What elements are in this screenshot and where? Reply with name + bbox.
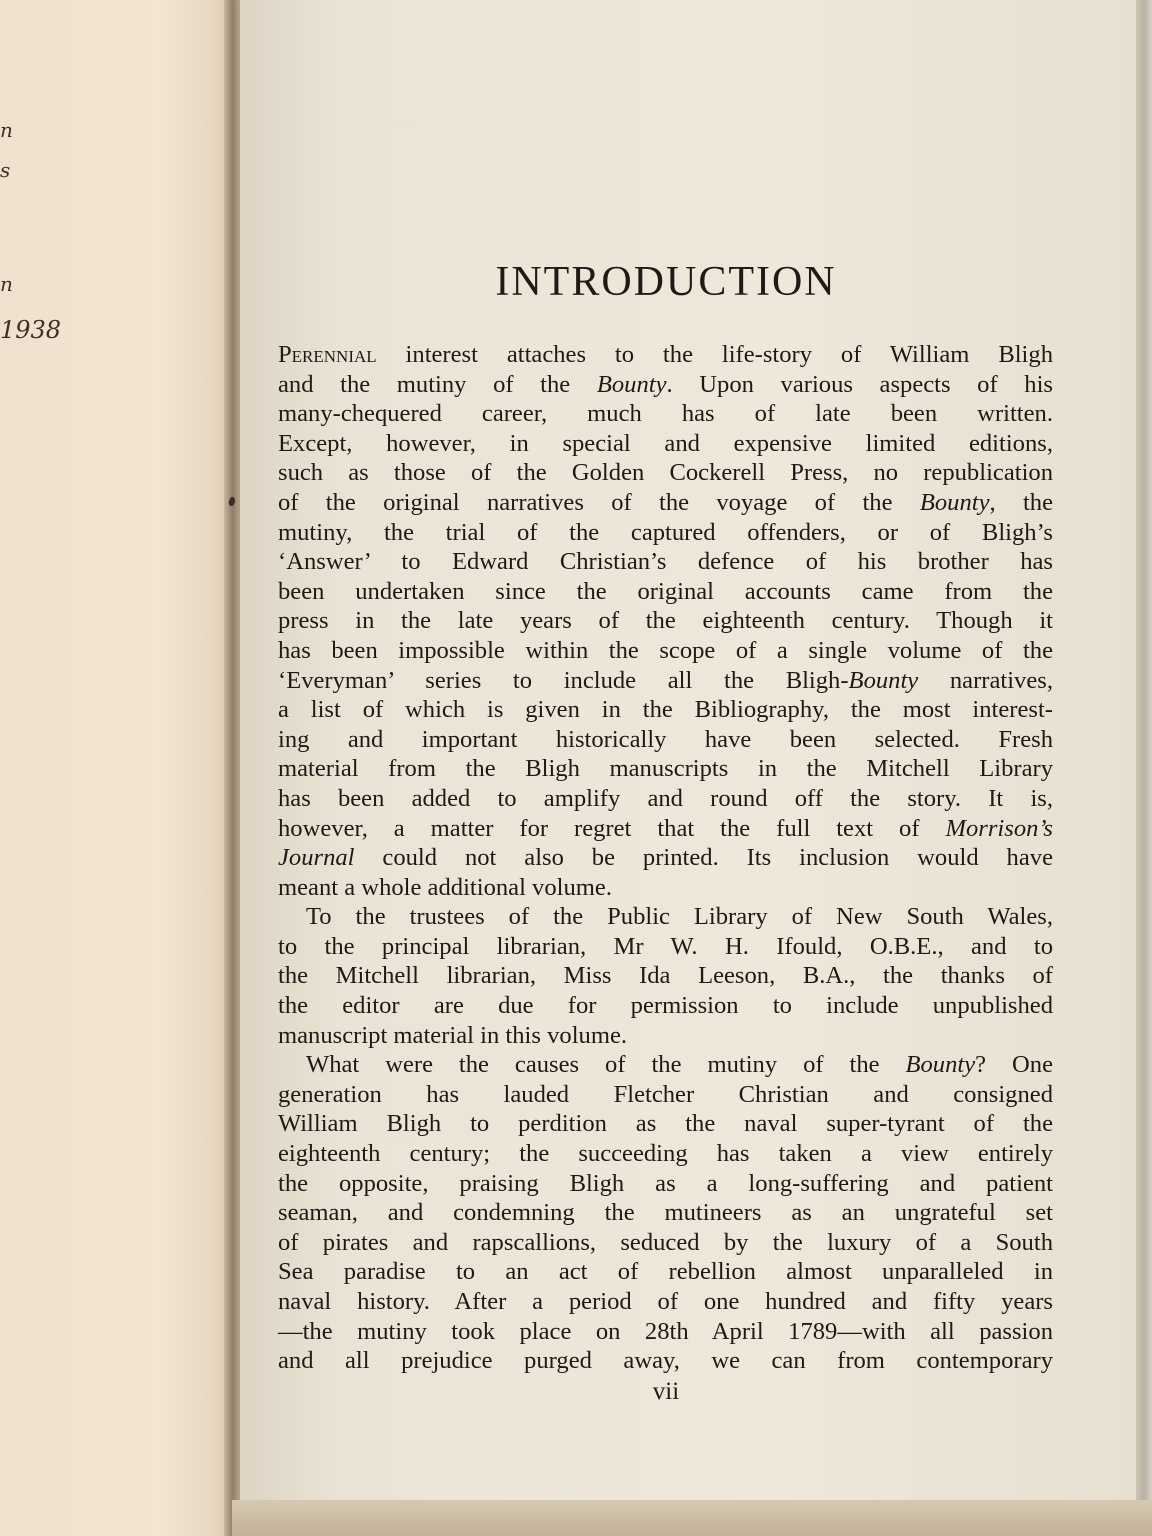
text-line: generation has lauded Fletcher Christian and consigned: [278, 1080, 1053, 1108]
text-line: To the trustees of the Public Library of New South Wales,: [306, 903, 1053, 931]
text-line: however, a matter for regret that the full text of Morrison’s: [278, 814, 1053, 842]
text-line: mutiny, the trial of the captured offenders, or of Bligh’s: [278, 518, 1053, 546]
text-line: a list of which is given in the Bibliography, the most interest-: [278, 696, 1053, 724]
text-line: seaman, and condemning the mutineers as an ungrateful set: [278, 1199, 1053, 1227]
text-line: the opposite, praising Bligh as a long-suffering and patient: [278, 1169, 1053, 1197]
text-line: press in the late years of the eighteenth century. Though it: [278, 607, 1053, 635]
text-line: and all prejudice purged away, we can from contemporary: [278, 1347, 1053, 1375]
left-page-fragment: 1938: [0, 316, 62, 344]
text-line: What were the causes of the mutiny of the Bounty? One: [306, 1051, 1053, 1079]
text-line: Except, however, in special and expensive limited editions,: [278, 429, 1053, 457]
text-line: of pirates and rapscallions, seduced by the luxury of a South: [278, 1228, 1053, 1256]
text-line: —the mutiny took place on 28th April 1789—with all passion: [278, 1317, 1053, 1345]
text-line: naval history. After a period of one hundred and fifty years: [278, 1288, 1053, 1315]
text-line: many-chequered career, much has of late been written.: [278, 400, 1053, 428]
text-line: eighteenth century; the succeeding has taken a view entirely: [278, 1140, 1053, 1168]
text-line: manuscript material in this volume.: [278, 1021, 628, 1049]
text-line: material from the Bligh manuscripts in the Mitchell Library: [278, 755, 1053, 783]
text-line: has been impossible within the scope of a single volume of the: [278, 636, 1053, 664]
text-line: and the mutiny of the Bounty. Upon various aspects of his: [278, 370, 1053, 398]
text-line: Perennial interest attaches to the life-story of William Bligh: [278, 341, 1053, 368]
page-bottom-edge: [232, 1500, 1152, 1536]
text-line: the editor are due for permission to include unpublished: [278, 992, 1053, 1020]
text-line: has been added to amplify and round off the story. It is,: [278, 784, 1053, 812]
text-line: meant a whole additional volume.: [278, 873, 612, 901]
left-page: [0, 0, 232, 1536]
text-line: Sea paradise to an act of rebellion almost unparalleled in: [278, 1258, 1053, 1286]
text-line: Journal could not also be printed. Its inclusion would have: [278, 844, 1053, 872]
left-page-fragment: n: [0, 118, 13, 142]
paragraph-2: [278, 902, 1053, 1050]
lead-word: Perennial: [278, 341, 377, 368]
paragraph-3: [278, 1050, 1053, 1376]
text-line: such as those of the Golden Cockerell Press, no republication: [278, 459, 1053, 487]
text-line: been undertaken since the original accounts came from the: [278, 577, 1053, 605]
text-line: ‘Answer’ to Edward Christian’s defence of his brother has: [278, 548, 1053, 576]
page-number: vii: [652, 1378, 680, 1405]
text-line: William Bligh to perdition as the naval super-tyrant of the: [278, 1110, 1053, 1138]
left-page-fragment: n: [0, 272, 13, 296]
left-page-fragment: s: [0, 158, 11, 182]
text-line: the Mitchell librarian, Miss Ida Leeson, B.A., the thanks of: [278, 962, 1053, 990]
text-line: to the principal librarian, Mr W. H. Ifould, O.B.E., and to: [278, 932, 1053, 960]
text-line: of the original narratives of the voyage of the Bounty, the: [278, 488, 1054, 516]
text-line: ing and important historically have been selected. Fresh: [278, 725, 1053, 753]
chapter-title: INTRODUCTION: [495, 259, 837, 305]
text-line: ‘Everyman’ series to include all the Bligh-Bounty narratives,: [278, 666, 1053, 694]
body-text: [278, 340, 1053, 1376]
paragraph-1: [278, 340, 1053, 902]
page-edge: [1136, 0, 1152, 1536]
